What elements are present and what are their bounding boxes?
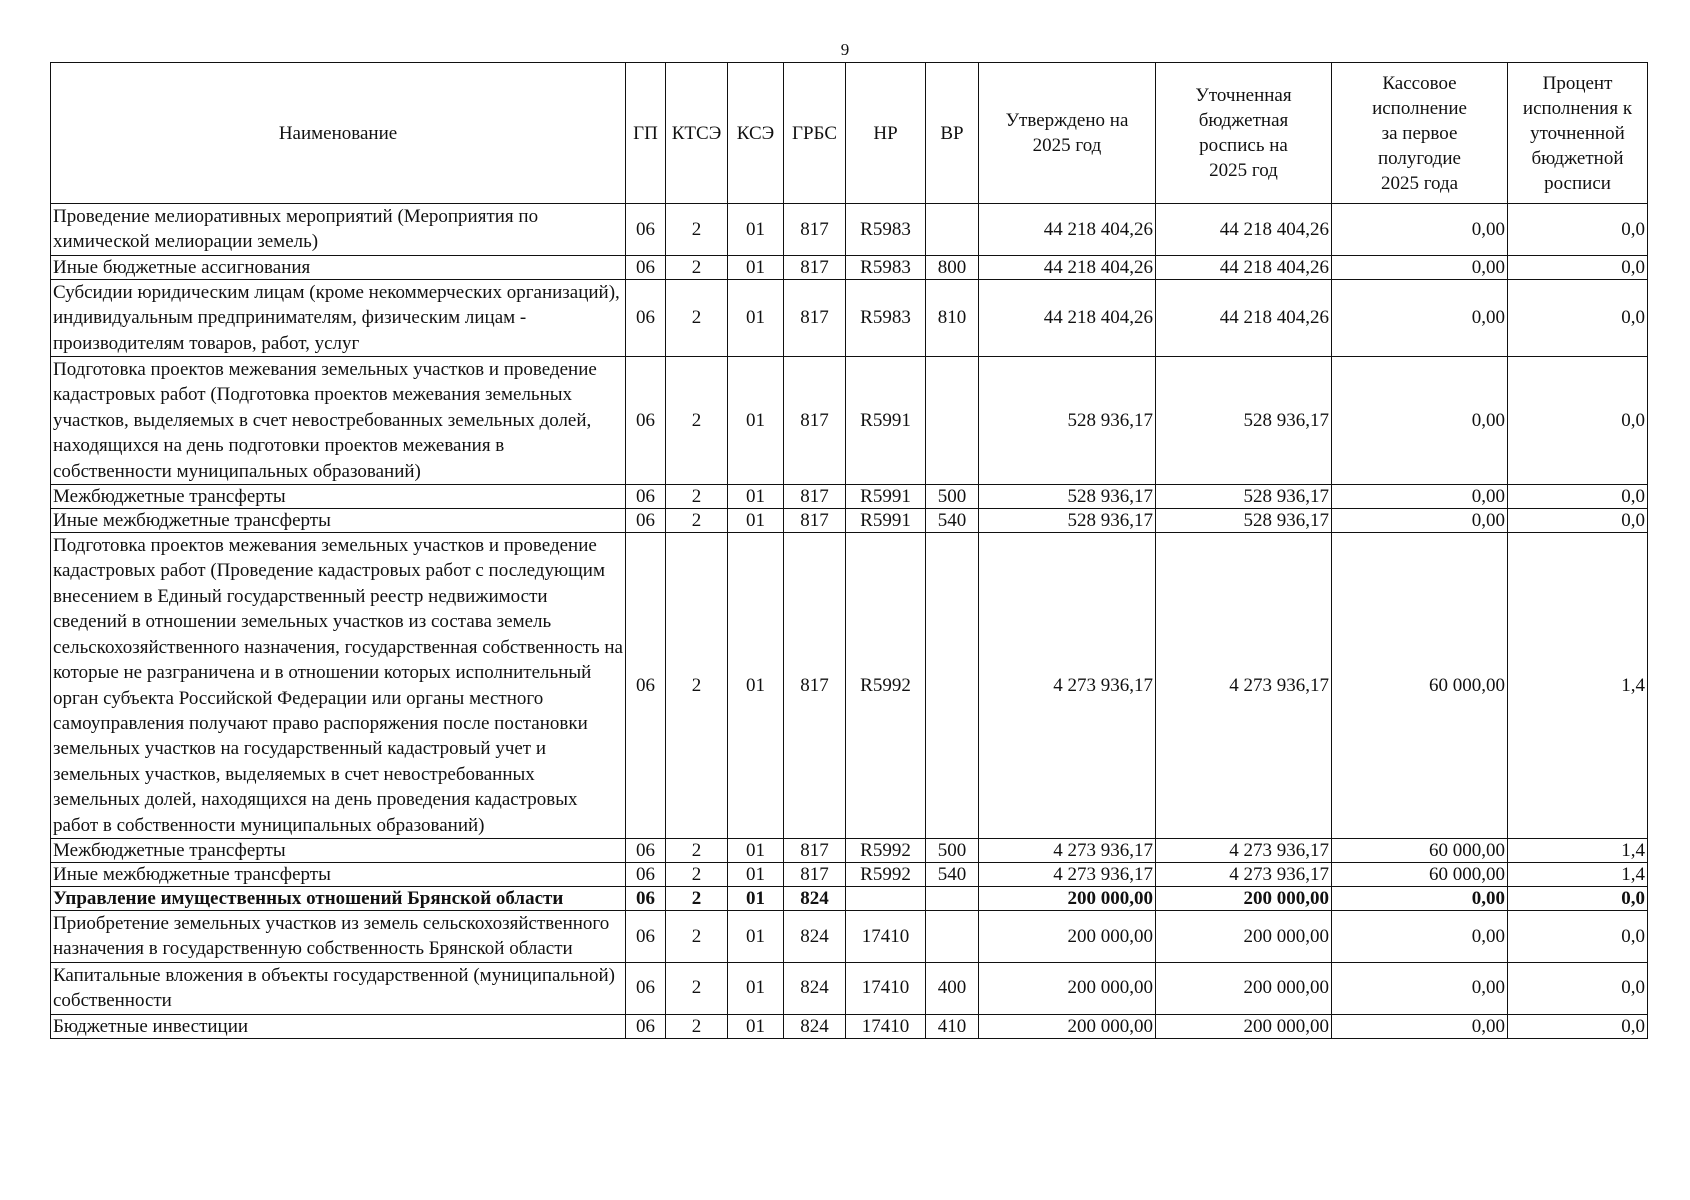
- row-grbs: 824: [784, 1014, 846, 1038]
- row-refined: 44 218 404,26: [1156, 204, 1332, 256]
- table-row: [51, 279, 1648, 356]
- row-approved: 528 936,17: [979, 357, 1156, 485]
- row-name: Капитальные вложения в объекты государственной (муниципальной) собственности: [51, 962, 626, 1014]
- row-ktse: 2: [666, 962, 728, 1014]
- row-kse: 01: [728, 509, 784, 533]
- row-name: Иные межбюджетные трансферты: [51, 862, 626, 886]
- table-row: [51, 533, 1648, 839]
- row-nr: R5991: [846, 485, 926, 509]
- row-kse: 01: [728, 279, 784, 356]
- row-kse: 01: [728, 485, 784, 509]
- table-row: [51, 862, 1648, 886]
- row-vr: 540: [926, 509, 979, 533]
- header-nr: НР: [846, 63, 926, 204]
- row-refined: 4 273 936,17: [1156, 862, 1332, 886]
- row-approved: 200 000,00: [979, 962, 1156, 1014]
- row-approved: 44 218 404,26: [979, 279, 1156, 356]
- row-nr: R5983: [846, 255, 926, 279]
- row-gp: 06: [626, 886, 666, 910]
- row-nr: R5992: [846, 862, 926, 886]
- row-gp: 06: [626, 485, 666, 509]
- row-vr: [926, 910, 979, 962]
- table-row: [51, 886, 1648, 910]
- row-vr: [926, 533, 979, 839]
- header-percent: Процент исполнения к уточненной бюджетной росписи: [1508, 63, 1648, 204]
- row-name: Межбюджетные трансферты: [51, 838, 626, 862]
- row-percent: 0,0: [1508, 886, 1648, 910]
- page-number: 9: [840, 40, 850, 59]
- row-grbs: 817: [784, 204, 846, 256]
- table-row: [51, 485, 1648, 509]
- header-approved: Утверждено на 2025 год: [979, 63, 1156, 204]
- row-vr: 800: [926, 255, 979, 279]
- row-percent: 0,0: [1508, 204, 1648, 256]
- row-nr: 17410: [846, 910, 926, 962]
- row-name: Межбюджетные трансферты: [51, 485, 626, 509]
- row-nr: R5983: [846, 204, 926, 256]
- row-nr: R5991: [846, 357, 926, 485]
- row-ktse: 2: [666, 910, 728, 962]
- row-percent: 0,0: [1508, 357, 1648, 485]
- row-ktse: 2: [666, 838, 728, 862]
- row-cash: 0,00: [1332, 255, 1508, 279]
- row-cash: 0,00: [1332, 204, 1508, 256]
- row-gp: 06: [626, 255, 666, 279]
- row-grbs: 817: [784, 533, 846, 839]
- row-kse: 01: [728, 910, 784, 962]
- row-ktse: 2: [666, 204, 728, 256]
- row-kse: 01: [728, 862, 784, 886]
- row-cash: 0,00: [1332, 1014, 1508, 1038]
- row-vr: 500: [926, 485, 979, 509]
- row-cash: 0,00: [1332, 962, 1508, 1014]
- table-row: [51, 910, 1648, 962]
- row-refined: 200 000,00: [1156, 886, 1332, 910]
- row-kse: 01: [728, 204, 784, 256]
- row-cash: 0,00: [1332, 509, 1508, 533]
- row-percent: 1,4: [1508, 533, 1648, 839]
- header-grbs: ГРБС: [784, 63, 846, 204]
- table-row: [51, 1014, 1648, 1038]
- row-gp: 06: [626, 962, 666, 1014]
- row-ktse: 2: [666, 255, 728, 279]
- row-vr: [926, 204, 979, 256]
- row-gp: 06: [626, 279, 666, 356]
- row-vr: 410: [926, 1014, 979, 1038]
- header-vr: ВР: [926, 63, 979, 204]
- row-cash: 0,00: [1332, 279, 1508, 356]
- row-approved: 4 273 936,17: [979, 838, 1156, 862]
- row-nr: R5983: [846, 279, 926, 356]
- row-ktse: 2: [666, 886, 728, 910]
- table-row: [51, 204, 1648, 256]
- row-name: Иные межбюджетные трансферты: [51, 509, 626, 533]
- row-grbs: 824: [784, 962, 846, 1014]
- header-gp: ГП: [626, 63, 666, 204]
- row-percent: 0,0: [1508, 910, 1648, 962]
- header-name: Наименование: [51, 63, 626, 204]
- row-name: Подготовка проектов межевания земельных участков и проведение кадастровых работ (Проведение кадастровых работ с последующим внесением в Единый государственный реестр недвижимости сведений в отношении земельных участков из состава земель сельскохозяйственного назначения, государственная собственность на которые не разграничена и в отношении которых исполнительный орган субъекта Российской Федерации или органы местного самоуправления получают право распоряжения после постановки земельных участков на государственный кадастровый учет и земельных участков, выделяемых в счет невостребованных земельных долей, находящихся на день проведения кадастровых работ в собственности муниципальных образований): [51, 533, 626, 839]
- row-grbs: 824: [784, 910, 846, 962]
- table-row: [51, 357, 1648, 485]
- row-ktse: 2: [666, 1014, 728, 1038]
- table-body: [51, 204, 1648, 1039]
- row-percent: 0,0: [1508, 962, 1648, 1014]
- row-name: Проведение мелиоративных мероприятий (Мероприятия по химической мелиорации земель): [51, 204, 626, 256]
- row-approved: 200 000,00: [979, 910, 1156, 962]
- row-ktse: 2: [666, 357, 728, 485]
- row-kse: 01: [728, 357, 784, 485]
- row-refined: 528 936,17: [1156, 485, 1332, 509]
- row-percent: 0,0: [1508, 1014, 1648, 1038]
- row-gp: 06: [626, 204, 666, 256]
- row-approved: 528 936,17: [979, 509, 1156, 533]
- row-refined: 200 000,00: [1156, 1014, 1332, 1038]
- row-grbs: 817: [784, 509, 846, 533]
- row-ktse: 2: [666, 279, 728, 356]
- row-vr: [926, 886, 979, 910]
- table-row: [51, 962, 1648, 1014]
- row-ktse: 2: [666, 509, 728, 533]
- row-cash: 60 000,00: [1332, 862, 1508, 886]
- row-refined: 200 000,00: [1156, 962, 1332, 1014]
- row-refined: 44 218 404,26: [1156, 255, 1332, 279]
- row-nr: R5992: [846, 533, 926, 839]
- row-ktse: 2: [666, 533, 728, 839]
- header-cash: Кассовое исполнение за первое полугодие 2025 года: [1332, 63, 1508, 204]
- row-gp: 06: [626, 509, 666, 533]
- row-name: Приобретение земельных участков из земель сельскохозяйственного назначения в государственную собственность Брянской области: [51, 910, 626, 962]
- row-percent: 0,0: [1508, 279, 1648, 356]
- row-vr: 540: [926, 862, 979, 886]
- row-vr: 810: [926, 279, 979, 356]
- row-vr: 400: [926, 962, 979, 1014]
- row-gp: 06: [626, 357, 666, 485]
- row-refined: 528 936,17: [1156, 357, 1332, 485]
- table-row: [51, 255, 1648, 279]
- row-gp: 06: [626, 910, 666, 962]
- row-approved: 4 273 936,17: [979, 533, 1156, 839]
- row-name: Управление имущественных отношений Брянской области: [51, 886, 626, 910]
- row-grbs: 817: [784, 485, 846, 509]
- row-approved: 44 218 404,26: [979, 255, 1156, 279]
- row-grbs: 817: [784, 862, 846, 886]
- row-approved: 528 936,17: [979, 485, 1156, 509]
- row-nr: R5992: [846, 838, 926, 862]
- row-refined: 528 936,17: [1156, 509, 1332, 533]
- budget-table: [50, 62, 1648, 1039]
- row-refined: 200 000,00: [1156, 910, 1332, 962]
- row-kse: 01: [728, 962, 784, 1014]
- header-refined: Уточненная бюджетная роспись на 2025 год: [1156, 63, 1332, 204]
- row-ktse: 2: [666, 862, 728, 886]
- row-grbs: 817: [784, 357, 846, 485]
- row-percent: 0,0: [1508, 509, 1648, 533]
- row-kse: 01: [728, 533, 784, 839]
- row-grbs: 817: [784, 279, 846, 356]
- row-cash: 0,00: [1332, 910, 1508, 962]
- row-gp: 06: [626, 862, 666, 886]
- row-ktse: 2: [666, 485, 728, 509]
- header-ktse: КТСЭ: [666, 63, 728, 204]
- row-nr: 17410: [846, 1014, 926, 1038]
- table-row: [51, 838, 1648, 862]
- row-grbs: 824: [784, 886, 846, 910]
- row-name: Субсидии юридическим лицам (кроме некоммерческих организаций), индивидуальным предпринимателям, физическим лицам - производителям товаров, работ, услуг: [51, 279, 626, 356]
- row-cash: 0,00: [1332, 357, 1508, 485]
- row-approved: 44 218 404,26: [979, 204, 1156, 256]
- row-cash: 0,00: [1332, 485, 1508, 509]
- row-gp: 06: [626, 533, 666, 839]
- row-cash: 60 000,00: [1332, 838, 1508, 862]
- row-refined: 4 273 936,17: [1156, 533, 1332, 839]
- row-percent: 0,0: [1508, 485, 1648, 509]
- row-nr: R5991: [846, 509, 926, 533]
- header-row: [51, 63, 1648, 204]
- row-percent: 1,4: [1508, 838, 1648, 862]
- row-gp: 06: [626, 838, 666, 862]
- row-grbs: 817: [784, 255, 846, 279]
- row-cash: 60 000,00: [1332, 533, 1508, 839]
- row-kse: 01: [728, 886, 784, 910]
- row-nr: 17410: [846, 962, 926, 1014]
- row-cash: 0,00: [1332, 886, 1508, 910]
- row-refined: 4 273 936,17: [1156, 838, 1332, 862]
- row-kse: 01: [728, 1014, 784, 1038]
- row-percent: 1,4: [1508, 862, 1648, 886]
- row-kse: 01: [728, 255, 784, 279]
- row-percent: 0,0: [1508, 255, 1648, 279]
- row-gp: 06: [626, 1014, 666, 1038]
- row-name: Бюджетные инвестиции: [51, 1014, 626, 1038]
- row-vr: 500: [926, 838, 979, 862]
- row-approved: 4 273 936,17: [979, 862, 1156, 886]
- row-name: Иные бюджетные ассигнования: [51, 255, 626, 279]
- row-approved: 200 000,00: [979, 1014, 1156, 1038]
- row-nr: [846, 886, 926, 910]
- table-row: [51, 509, 1648, 533]
- row-approved: 200 000,00: [979, 886, 1156, 910]
- row-kse: 01: [728, 838, 784, 862]
- row-grbs: 817: [784, 838, 846, 862]
- header-kse: КСЭ: [728, 63, 784, 204]
- row-refined: 44 218 404,26: [1156, 279, 1332, 356]
- row-vr: [926, 357, 979, 485]
- row-name: Подготовка проектов межевания земельных участков и проведение кадастровых работ (Подготовка проектов межевания земельных участков, выделяемых в счет невостребованных земельных долей, находящихся на день подготовки проектов межевания в собственности муниципальных образований): [51, 357, 626, 485]
